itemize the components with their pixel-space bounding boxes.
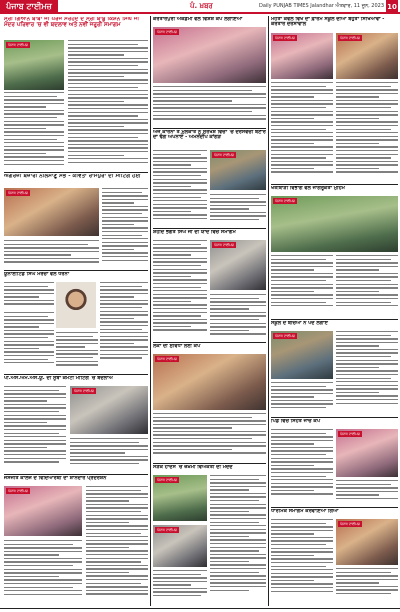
article-body xyxy=(336,255,398,317)
headline: ਸ਼ਹੀਦ ਭਗਤ ਸਿੰਘ ਜੀ ਦੀ ਯਾਦ ਵਿੱਚ ਸਮਾਗਮ xyxy=(153,230,236,235)
article-body xyxy=(86,486,148,604)
story-divider xyxy=(153,228,266,229)
article-body xyxy=(336,82,398,182)
headline: ਪਿੰਡ ਵਿੱਚ ਸਿਹਤ ਜਾਂਚ ਕੈਂਪ xyxy=(271,419,321,424)
photo-tag: ਪੰਜਾਬ ਟਾਈਮਜ਼ xyxy=(157,357,177,361)
article-body xyxy=(56,332,98,372)
news-photo xyxy=(336,33,398,79)
news-photo xyxy=(210,150,266,190)
photo-tag: ਪੰਜਾਬ ਟਾਈਮਜ਼ xyxy=(214,153,234,157)
story-divider xyxy=(153,128,266,129)
news-photo xyxy=(4,486,82,536)
news-photo xyxy=(4,40,64,90)
section-title: ਪੰਜਾਬ ਟਾਈਮਜ਼ xyxy=(6,2,52,11)
article-body xyxy=(271,255,333,317)
article-body xyxy=(153,86,266,126)
section-badge xyxy=(0,0,58,14)
photo-tag: ਪੰਜਾਬ ਟਾਈਮਜ਼ xyxy=(157,478,177,482)
article-body xyxy=(271,382,333,415)
article-body xyxy=(100,282,148,372)
article-body xyxy=(68,40,148,170)
story-divider xyxy=(4,172,148,173)
article-body xyxy=(70,438,148,472)
story-divider xyxy=(4,270,148,271)
article-body xyxy=(153,150,207,226)
headline: ਧਾਰਮਿਕ ਸਮਾਗਮ ਕਰਵਾਇਆ ਗਿਆ xyxy=(271,509,339,514)
article-body xyxy=(4,312,54,372)
story-divider xyxy=(271,319,398,320)
news-photo xyxy=(271,33,333,79)
news-photo xyxy=(271,331,333,379)
photo-tag: ਪੰਜਾਬ ਟਾਈਮਜ਼ xyxy=(214,243,234,247)
article-body xyxy=(4,240,99,268)
headline: ਖੇਤੀਬਾੜੀ ਵਿਭਾਗ ਵੱਲੋਂ ਜਾਗਰੂਕਤਾ ਮੁਹਿੰਮ xyxy=(271,186,345,191)
headline: ਅਜੇ ਕਾਰਨਾਂ ਤੇ ਮੁਲਕਾਂਤ ਨੂੰ ਸੁਰਖਸ਼ ਵਿਚਾ 'ਚ ਦਰਸਵੱਚੀ ਬਣਾਰ ਦਾ ਢੰਗ ਅਪਨਾਏ - ਅਮਨਦੀਪ ਕਾਂਗੜ xyxy=(153,130,266,141)
news-photo xyxy=(153,354,266,410)
photo-tag: ਪੰਜਾਬ ਟਾਈਮਜ਼ xyxy=(157,30,177,34)
headline: ਜਸਜੀਤ ਕਾਲਜ ਦੇ ਵਿਦਿਆਰਥੀ ਦਾ ਸ਼ਾਨਦਾਰ ਪ੍ਰਦਰਸ਼ਨ xyxy=(4,476,107,481)
photo-tag: ਪੰਜਾਬ ਟਾਈਮਜ਼ xyxy=(340,36,360,40)
news-photo xyxy=(70,386,148,434)
story-divider xyxy=(271,184,398,185)
story-divider xyxy=(271,507,398,508)
article-body xyxy=(4,540,82,604)
photo-tag: ਪੰਜਾਬ ਟਾਈਮਜ਼ xyxy=(8,489,28,493)
article-body xyxy=(336,331,398,415)
story-divider xyxy=(4,474,148,475)
photo-tag: ਪੰਜਾਬ ਟਾਈਮਜ਼ xyxy=(8,191,28,195)
masthead xyxy=(0,0,400,14)
news-photo xyxy=(4,188,99,236)
column-rule xyxy=(268,16,269,606)
story-divider xyxy=(271,417,398,418)
article-body xyxy=(102,188,148,268)
headline: ਸਕੂਲ ਦੇ ਬੱਚਿਆਂ ਨੇ ਪੌਦੇ ਲਗਾਏ xyxy=(271,321,328,326)
headline: ਸੜਕ ਹਾਦਸੇ 'ਚ ਜ਼ਖ਼ਮੀ ਵਿਅਕਤੀ ਦੀ ਮਦਦ xyxy=(153,465,233,470)
news-photo xyxy=(336,429,398,477)
headline: ਕਰਤਾਰਪੁਰੀ ਅਕੈਡਮੀ ਵੱਲੋਂ ਵਿਸ਼ੇਸ਼ ਕੈਂਪ ਲਗਾਇਆ xyxy=(153,17,243,22)
page-number: 10 xyxy=(386,0,398,14)
story-divider xyxy=(153,463,266,464)
category-label: ਪੰ. ਖ਼ਬਰ xyxy=(190,2,213,10)
news-photo xyxy=(271,196,398,252)
headline: ਮਹੱਤਾ ਕੇਵਲ ਵਿਖੇ ਦਾ ਫ਼ਾਰਮ ਸਕੂਲ ਦੀਆਂ ਬਹੁਤਾ ਸਿੱਖਿਆਵਾਂ - ਕਰਤਾਰ ਦਰਸਾਵਾਲ xyxy=(271,17,385,28)
article-body xyxy=(153,570,207,604)
news-photo xyxy=(210,240,266,290)
article-body xyxy=(4,92,64,170)
article-body xyxy=(271,519,333,604)
portrait-photo xyxy=(56,282,96,328)
article-body xyxy=(336,480,398,505)
article-body xyxy=(271,429,333,505)
news-photo xyxy=(153,27,266,83)
story-divider xyxy=(153,342,266,343)
headline: ਪੀ.ਐਸ.ਐਮ.ਐਸ.ਯੂ. ਦੀ ਸੂਬਾ ਕਮੇਟੀ ਮੀਟਿੰਗ 'ਚ ਬਦਲਾਅ xyxy=(4,376,113,381)
article-body xyxy=(210,194,266,226)
news-photo xyxy=(153,525,207,567)
headline: ਅੰਗਰੇਜ਼ੀ ਬਜ਼ਾਰੀ ਨੀਲਮਾਣੂ ਸਭ - ਕਵਿਤਾ ਰਾਮਪੁਰਾ ਦੀ ਮੀਟਿੰਗ ਹੋਈ xyxy=(4,174,141,179)
article-body xyxy=(271,82,333,182)
headline: ਯੂਨਾਈਟਿਡ ਸਿੰਘ ਮੋਰਚਾ ਵੱਲੋਂ ਧਰਨਾ xyxy=(4,272,70,277)
photo-tag: ਪੰਜਾਬ ਟਾਈਮਜ਼ xyxy=(74,389,94,393)
article-body xyxy=(4,282,54,310)
column-rule xyxy=(150,16,151,606)
article-body xyxy=(4,386,66,472)
photo-tag: ਪੰਜਾਬ ਟਾਈਮਜ਼ xyxy=(275,334,295,338)
photo-tag: ਪੰਜਾਬ ਟਾਈਮਜ਼ xyxy=(340,432,360,436)
date-line: Daily PUNJAB TIMES Jalandhar ਐਤਵਾਰ, 11 ਜੂਨ, 2023 xyxy=(258,3,384,9)
story-divider xyxy=(4,374,148,375)
article-body xyxy=(153,413,266,461)
photo-tag: ਪੰਜਾਬ ਟਾਈਮਜ਼ xyxy=(275,199,295,203)
photo-tag: ਪੰਜਾਬ ਟਾਈਮਜ਼ xyxy=(157,528,177,532)
news-photo xyxy=(336,519,398,565)
headline: ਲੋਕਾਂ ਦੀ ਸੁਵਿਧਾ ਲਈ ਕੈਂਪ xyxy=(153,344,201,349)
article-body xyxy=(210,294,266,340)
photo-tag: ਪੰਜਾਬ ਟਾਈਮਜ਼ xyxy=(340,522,360,526)
article-body xyxy=(210,475,266,603)
news-photo xyxy=(153,475,207,521)
photo-tag: ਪੰਜਾਬ ਟਾਈਮਜ਼ xyxy=(275,36,295,40)
article-body xyxy=(153,240,207,340)
footer-rule xyxy=(0,608,400,609)
photo-tag: ਪੰਜਾਬ ਟਾਈਮਜ਼ xyxy=(8,43,28,47)
headline: ਸ੍ਰੀ ਗਿਆਨ ਬਾਬਾ ਜੀ ਪਰਜ ਸਰਹੰਦ ਦੇ ਸ੍ਰੀ ਬਾਬੂ ਕਿਸ਼ਨ ਸਿੰਘ ਜੀ ਮੰਦਰ ਪਰਿਵਾਰ 'ਚ ਵੀ ਬਦਲਾਵ ਅਤੇ ਨਵੀਂ ਜਰੂਰੀ ਸਮਾਗਮ xyxy=(4,17,140,28)
article-body xyxy=(336,568,398,604)
